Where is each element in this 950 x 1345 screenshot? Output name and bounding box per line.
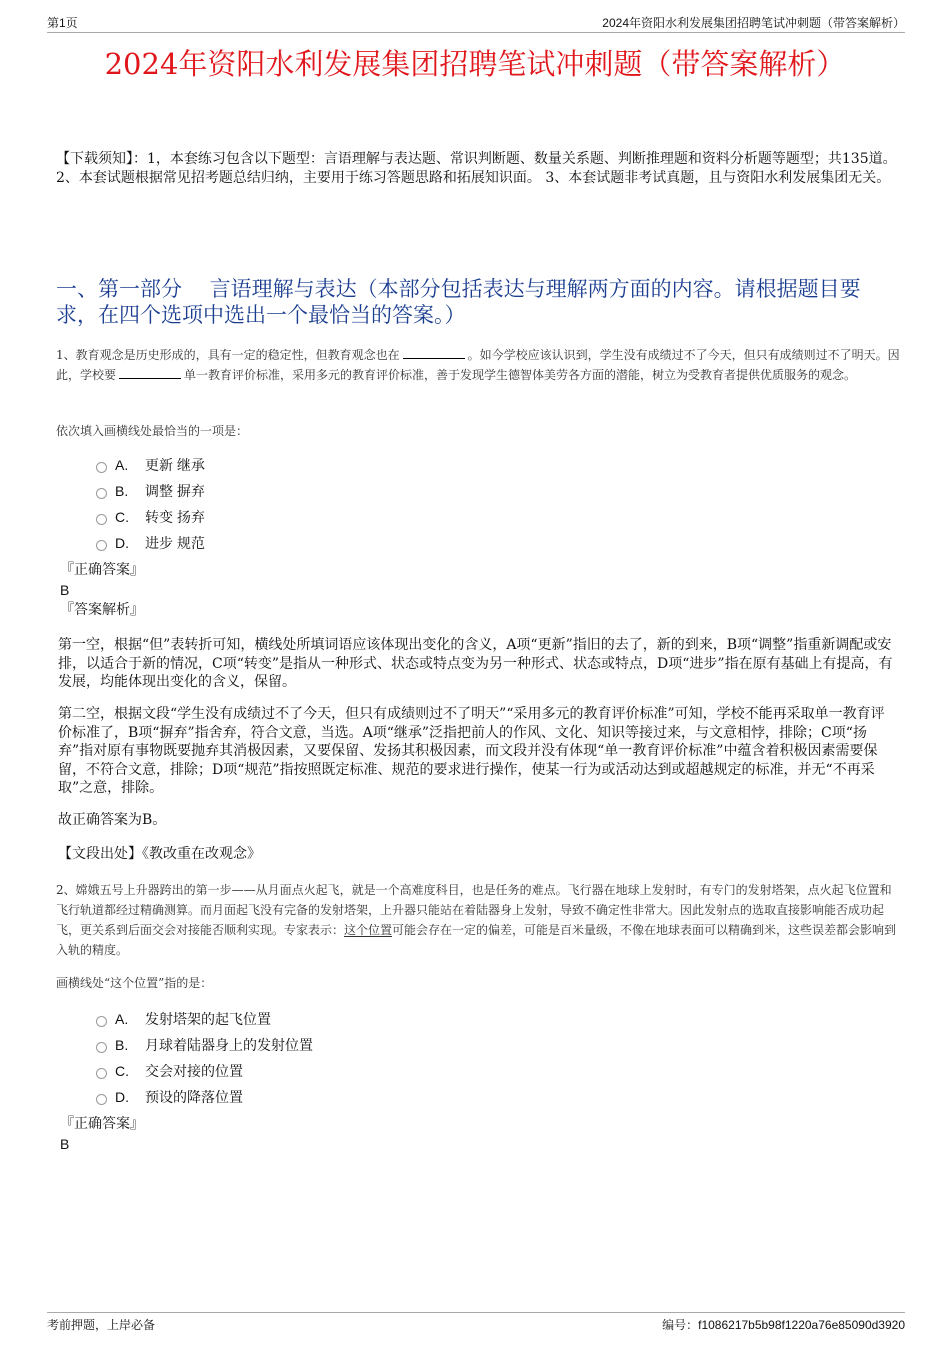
footer-slogan: 考前押题，上岸必备 xyxy=(47,1318,156,1332)
option-a[interactable] xyxy=(96,452,900,478)
option-letter: A. xyxy=(115,1011,129,1027)
option-text: 月球着陆器身上的发射位置 xyxy=(145,1037,313,1053)
option-text: 转变 扬弃 xyxy=(145,509,205,525)
page-number: 第1页 xyxy=(47,16,78,30)
option-c[interactable] xyxy=(96,1058,900,1084)
page-footer xyxy=(47,1312,905,1333)
text: 2、嫦娥五号上升器跨出的第一步——从月面点火起飞，就是一个高难度科目，也是任务的难点。飞行器在地球上发射时，有专门的发射塔架，点火起飞位置和飞行轨道都经过精确测算。而月面起飞没有完备的发射塔架，上升器只能站在着陆器身上发射，导致不确定性非常大。因此发射点的选取直接影响能否成功起飞，更关系到后面交会对接能否顺利实现。专家表示： xyxy=(56,883,892,937)
option-letter: D. xyxy=(115,1089,129,1105)
option-c[interactable] xyxy=(96,504,900,530)
radio-icon[interactable] xyxy=(96,1068,107,1079)
document-code: 编号：f1086217b5b98f1220a76e85090d3920 xyxy=(662,1318,905,1332)
analysis-paragraph: 第二空，根据文段“学生没有成绩过不了今天，但只有成绩则过不了明天”“采用多元的教育评价标准”可知，学校不能再采取单一教育评价标准了，B项“摒弃”指舍弃，符合文意，当选。A项“继承”泛指把前人的作风、文化、知识等接过来，与文意相悖，排除；C项“扬弃”指对原有事物既要抛弃其消极因素，又要保留、发扬其积极因素，而文段并没有体现“单一教育评价标准”中蕴含着积极因素需要保留，不符合文意，排除；D项“规范”指按照既定标准、规范的要求进行操作，使某一行为或活动达到或超越规定的标准，并无“不再采取”之意，排除。 xyxy=(58,706,885,796)
question-1-text xyxy=(56,345,900,385)
text: 可能会存在一定的偏差，可能是百米量级，不像在地球表面可以精确到米，这些误差都会影响到入轨的精度。 xyxy=(56,923,897,957)
radio-icon[interactable] xyxy=(96,1016,107,1027)
radio-icon[interactable] xyxy=(96,514,107,525)
answer-value: B xyxy=(60,1136,70,1152)
radio-icon[interactable] xyxy=(96,540,107,551)
option-letter: C. xyxy=(115,1063,129,1079)
download-notice: 【下载须知】：1，本套练习包含以下题型：言语理解与表达题、常识判断题、数量关系题、判断推理题和资料分析题等题型；共135道。 2、本套试题根据常见招考题总结归纳，主要用于练习答题思路和拓展知识面。 3、本套试题非考试真题，且与资阳水利发展集团无关。 xyxy=(56,151,897,186)
radio-icon[interactable] xyxy=(96,462,107,473)
underlined-phrase: 这个位置 xyxy=(344,923,393,937)
source-citation: 【文段出处】《教改重在改观念》 xyxy=(58,846,261,862)
radio-icon[interactable] xyxy=(96,1094,107,1105)
radio-icon[interactable] xyxy=(96,1042,107,1053)
option-letter: D. xyxy=(115,535,129,551)
document-title: 2024年资阳水利发展集团招聘笔试冲刺题（带答案解析） xyxy=(104,47,846,81)
option-text: 更新 继承 xyxy=(145,457,205,473)
option-text: 交会对接的位置 xyxy=(145,1063,243,1079)
answer-value: B xyxy=(60,582,70,598)
text: 。如今学校应该认识到，学生没有成绩过不了今天，但只有成绩则过不了明天。因此，学校要 xyxy=(56,348,900,382)
question-1-prompt: 依次填入画横线处最恰当的一项是： xyxy=(56,424,249,438)
question-2-text xyxy=(56,880,900,960)
option-b[interactable] xyxy=(96,1032,900,1058)
option-b[interactable] xyxy=(96,478,900,504)
answer-label: 『正确答案』 xyxy=(60,562,144,578)
text: 单一教育评价标准，采用多元的教育评价标准，善于发现学生德智体美劳各方面的潜能，树立为受教育者提供优质服务的观念。 xyxy=(184,368,857,382)
header-title: 2024年资阳水利发展集团招聘笔试冲刺题（带答案解析） xyxy=(602,16,905,30)
option-text: 调整 摒弃 xyxy=(145,483,205,499)
option-letter: B. xyxy=(115,483,129,499)
question-2-prompt: 画横线处“这个位置”指的是： xyxy=(56,976,213,990)
analysis-paragraph: 第一空，根据“但”表转折可知，横线处所填词语应该体现出变化的含义，A项“更新”指旧的去了，新的到来，B项“调整”指重新调配或安排，以适合于新的情况，C项“转变”是指从一种形式、状态或特点变为另一种形式、状态或特点，D项“进步”指在原有基础上有提高，有发展，均能体现出变化的含义，保留。 xyxy=(58,637,893,690)
option-a[interactable] xyxy=(96,1006,900,1032)
analysis-conclusion: 故正确答案为B。 xyxy=(58,812,167,828)
option-text: 预设的降落位置 xyxy=(145,1089,243,1105)
page-header xyxy=(47,14,905,33)
option-letter: A. xyxy=(115,457,129,473)
question-1-options xyxy=(96,452,900,556)
answer-label: 『正确答案』 xyxy=(60,1116,144,1132)
question-2-options xyxy=(96,1006,900,1110)
option-letter: C. xyxy=(115,509,129,525)
text: 1、教育观念是历史形成的，具有一定的稳定性，但教育观念也在 xyxy=(56,348,400,362)
radio-icon[interactable] xyxy=(96,488,107,499)
section-heading: 一、第一部分 言语理解与表达（本部分包括表达与理解两方面的内容。请根据题目要求，在四个选项中选出一个最恰当的答案。） xyxy=(56,277,861,327)
analysis-label: 『答案解析』 xyxy=(60,602,144,618)
option-text: 发射塔架的起飞位置 xyxy=(145,1011,271,1027)
option-text: 进步 规范 xyxy=(145,535,205,551)
blank-line xyxy=(403,346,465,359)
option-d[interactable] xyxy=(96,530,900,556)
blank-line xyxy=(119,366,181,379)
option-letter: B. xyxy=(115,1037,129,1053)
option-d[interactable] xyxy=(96,1084,900,1110)
